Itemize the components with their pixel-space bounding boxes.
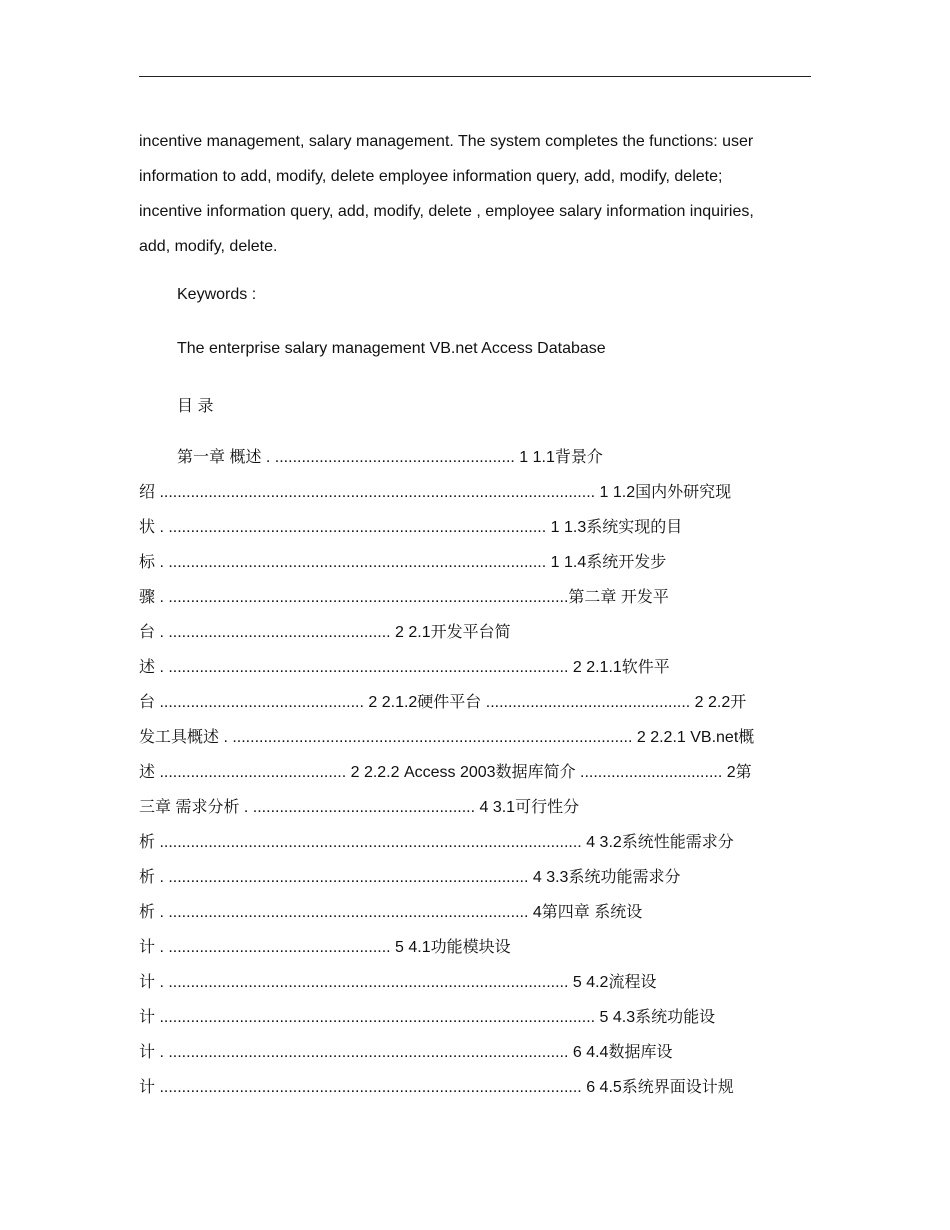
abstract-line: information to add, modify, delete employee information query, add, modify, delete; xyxy=(139,168,723,185)
header-rule xyxy=(139,76,811,77)
abstract-line: add, modify, delete. xyxy=(139,238,278,255)
toc-line: 第一章 概述 . ...................................................... 1 1.1背景介 xyxy=(177,449,603,466)
toc-line: 标 . ..................................................................................... 1 1.4系统开发步 xyxy=(139,554,667,571)
toc-line: 析 . ................................................................................. 4 3.3系统功能需求分 xyxy=(139,869,681,886)
toc-line: 计 . .......................................................................................... 5 4.2流程设 xyxy=(139,974,657,991)
toc-line: 述 . .......................................................................................... 2 2.1.1软件平 xyxy=(139,659,670,676)
toc-line: 三章 需求分析 . .................................................. 4 3.1可行性分 xyxy=(139,799,580,816)
toc-line: 台 .............................................. 2 2.1.2硬件平台 .............................................. 2 2.2开 xyxy=(139,694,747,711)
toc-line: 台 . .................................................. 2 2.1开发平台简 xyxy=(139,624,511,641)
toc-line: 骤 . ..........................................................................................第二章 开发平 xyxy=(139,589,669,606)
toc-line: 计 . .................................................. 5 4.1功能模块设 xyxy=(139,939,511,956)
toc-line: 析 . ................................................................................. 4第四章 系统设 xyxy=(139,904,643,921)
toc-line: 述 .......................................... 2 2.2.2 Access 2003数据库简介 ................................ 2第 xyxy=(139,764,752,781)
toc-line: 计 ............................................................................................... 6 4.5系统界面设计规 xyxy=(139,1079,734,1096)
keywords-label: Keywords : xyxy=(177,286,257,303)
toc-line: 绍 .................................................................................................. 1 1.2国内外研究现 xyxy=(139,484,732,501)
toc-line: 状 . ..................................................................................... 1 1.3系统实现的目 xyxy=(139,519,683,536)
abstract-line: incentive management, salary management. The system completes the functions: user xyxy=(139,133,754,150)
toc-line: 计 .................................................................................................. 5 4.3系统功能设 xyxy=(139,1009,716,1026)
toc-line: 计 . .......................................................................................... 6 4.4数据库设 xyxy=(139,1044,673,1061)
abstract-line: incentive information query, add, modify, delete , employee salary information inquiries, xyxy=(139,203,754,220)
toc-line: 发工具概述 . .......................................................................................... 2 2.2.1 VB.net概 xyxy=(139,729,755,746)
toc-title: 目 录 xyxy=(177,398,214,415)
toc-line: 析 ............................................................................................... 4 3.2系统性能需求分 xyxy=(139,834,734,851)
abstract-paragraph xyxy=(139,124,819,264)
keywords-text: The enterprise salary management VB.net Access Database xyxy=(177,340,606,357)
